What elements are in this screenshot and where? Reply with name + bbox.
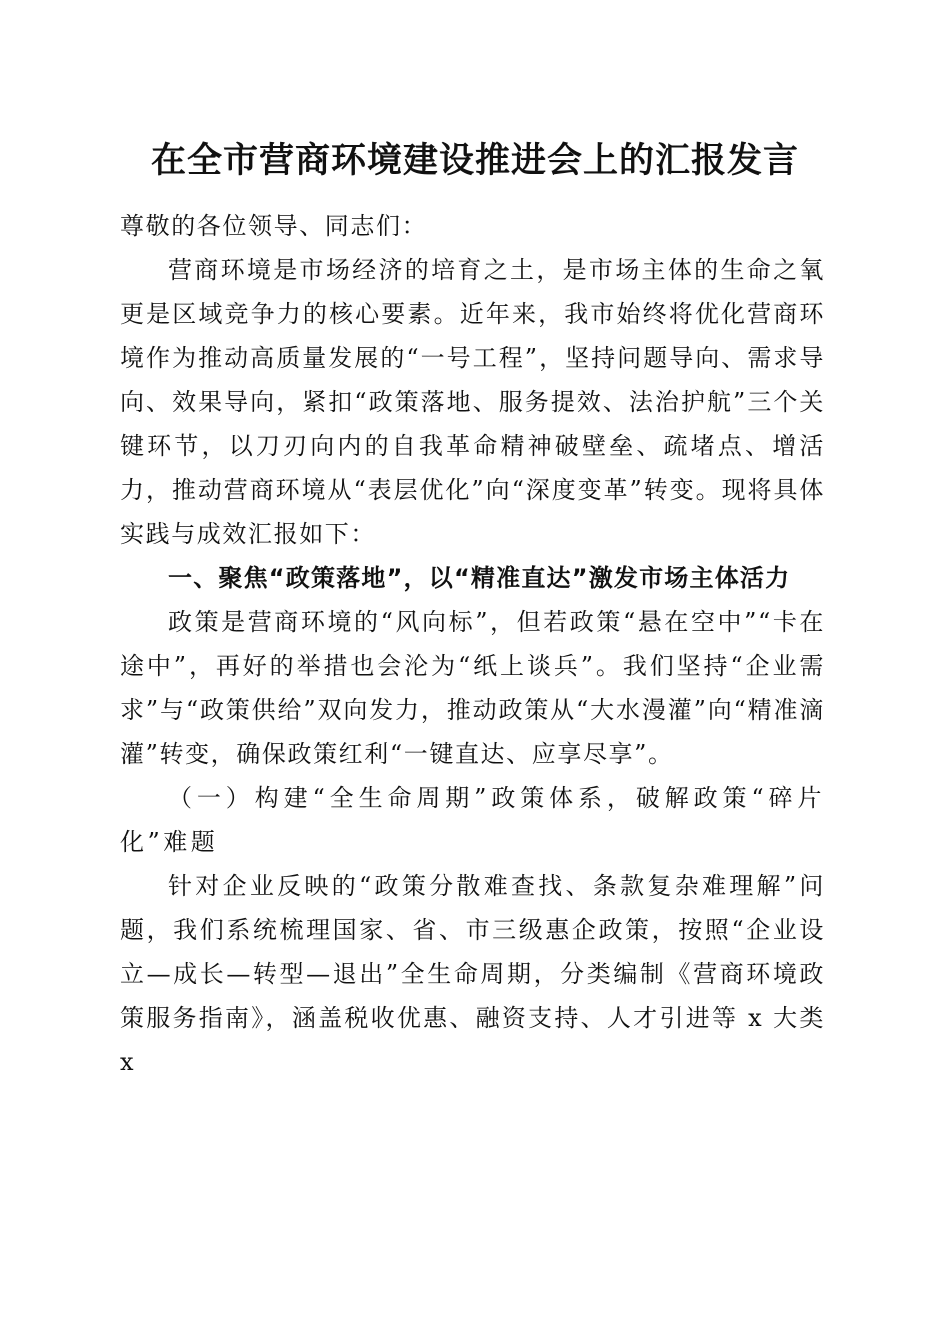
section-1-paragraph: 政策是营商环境的“风向标”，但若政策“悬在空中”“卡在途中”，再好的举措也会沦为“纸上谈兵”。我们坚持“企业需求”与“政策供给”双向发力，推动政策从“大水漫灌”向“精准滴灌”转变，确保政策红利“一键直达、应享尽享”。 (120, 608, 825, 768)
salutation: 尊敬的各位领导、同志们： (120, 212, 428, 240)
section-1-heading: 一、聚焦“政策落地”，以“精准直达”激发市场主体活力 (168, 564, 791, 592)
intro-paragraph: 营商环境是市场经济的培育之土，是市场主体的生命之氧更是区域竞争力的核心要素。近年来，我市始终将优化营商环境作为推动高质量发展的“一号工程”，坚持问题导向、需求导向、效果导向，紧扣“政策落地、服务提效、法治护航”三个关键环节，以刀刃向内的自我革命精神破壁垒、疏堵点、增活力，推动营商环境从“表层优化”向“深度变革”转变。现将具体实践与成效汇报如下： (120, 256, 825, 548)
document-title: 在全市营商环境建设推进会上的汇报发言 (150, 140, 799, 181)
subsection-1-heading: （一）构建“全生命周期”政策体系，破解政策“碎片化”难题 (120, 784, 825, 856)
subsection-1-paragraph: 针对企业反映的“政策分散难查找、条款复杂难理解”问题，我们系统梳理国家、省、市三级惠企政策，按照“企业设立—成长—转型—退出”全生命周期，分类编制《营商环境政策服务指南》，涵盖税收优惠、融资支持、人才引进等 x 大类 x (120, 872, 825, 1076)
document-body (120, 204, 825, 1084)
